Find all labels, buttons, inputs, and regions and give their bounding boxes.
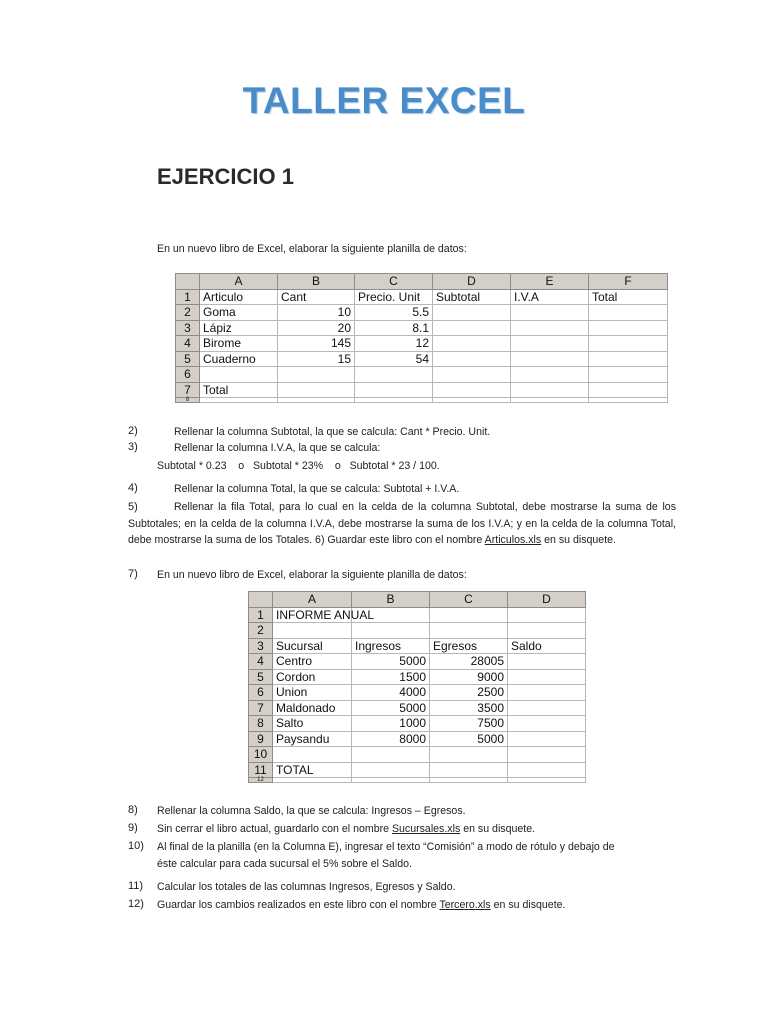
- row-header: 4: [176, 336, 200, 352]
- corner-cell: [176, 274, 200, 290]
- row-header: 3: [176, 320, 200, 336]
- step-number: 4): [128, 482, 138, 494]
- table-cell: [352, 623, 430, 639]
- step-number: 5): [128, 501, 138, 513]
- step-10-text-cont: éste calcular para cada sucursal el 5% sobre el Saldo.: [157, 858, 412, 870]
- table-cell: Goma: [200, 305, 278, 321]
- table-cell: [433, 367, 511, 383]
- table-row: [249, 700, 586, 716]
- table-cell: 9000: [430, 669, 508, 685]
- table-cell: [430, 762, 508, 778]
- table-cell: [589, 367, 668, 383]
- table-cell: 15: [278, 351, 355, 367]
- table-row: [249, 685, 586, 701]
- table-row: [249, 778, 586, 783]
- step-10-text: Al final de la planilla (en la Columna E), ingresar el texto “Comisión” a modo de rótulo y debajo de: [157, 841, 615, 853]
- step-number: 2): [128, 425, 138, 437]
- row-header: 9: [249, 731, 273, 747]
- table-cell: [355, 398, 433, 403]
- row-header: 10: [249, 747, 273, 763]
- table-cell: Cuaderno: [200, 351, 278, 367]
- step-12-text-start: Guardar los cambios realizados en este libro con el nombre: [157, 899, 440, 911]
- exercise-heading: EJERCICIO 1: [157, 164, 294, 189]
- table-cell: [508, 778, 586, 783]
- step-number: 10): [128, 840, 144, 852]
- row-header: 3: [249, 638, 273, 654]
- table-cell: [430, 778, 508, 783]
- spreadsheet-articulos: [175, 273, 668, 403]
- row-header: 4: [249, 654, 273, 670]
- table-cell: [508, 669, 586, 685]
- table-cell: [200, 398, 278, 403]
- table-cell: INFORME ANUAL: [273, 607, 352, 623]
- table-cell: Maldonado: [273, 700, 352, 716]
- step-5-text-end: en su disquete.: [541, 534, 616, 546]
- step-9-text: [157, 823, 535, 835]
- step-9-text-end: en su disquete.: [460, 823, 536, 835]
- table-cell: Sucursal: [273, 638, 352, 654]
- column-header: E: [511, 274, 589, 290]
- table-cell: [508, 685, 586, 701]
- spreadsheet-informe-anual: [248, 591, 586, 783]
- filename-link: Sucursales.xls: [391, 823, 461, 835]
- step-11-text: Calcular los totales de las columnas Ingresos, Egresos y Saldo.: [157, 881, 456, 893]
- table-cell: 12: [355, 336, 433, 352]
- row-header: 7: [249, 700, 273, 716]
- table-cell: [433, 351, 511, 367]
- step-5-paragraph: [128, 499, 676, 549]
- step-12-text-end: en su disquete.: [490, 899, 566, 911]
- table-cell: 3500: [430, 700, 508, 716]
- step-12-text: [157, 899, 565, 911]
- table-cell: [352, 747, 430, 763]
- filename-link: Tercero.xls: [439, 899, 491, 911]
- table-row: [249, 747, 586, 763]
- step-3-text: Rellenar la columna I.V.A, la que se calcula:: [174, 442, 381, 454]
- row-header: 6: [249, 685, 273, 701]
- table-cell: Cordon: [273, 669, 352, 685]
- step-7-text: En un nuevo libro de Excel, elaborar la siguiente planilla de datos:: [157, 569, 467, 581]
- table-cell: Articulo: [200, 289, 278, 305]
- step-number: 7): [128, 568, 138, 580]
- document-title: TALLER EXCEL: [242, 80, 526, 121]
- table-cell: [508, 762, 586, 778]
- column-header: C: [430, 592, 508, 608]
- table-cell: 10: [278, 305, 355, 321]
- table-cell: [589, 320, 668, 336]
- row-header: 11: [249, 762, 273, 778]
- table-cell: Precio. Unit: [355, 289, 433, 305]
- table-row: [176, 289, 668, 305]
- step-9-text-start: Sin cerrar el libro actual, guardarlo con el nombre: [157, 823, 392, 835]
- table-cell: Ingresos: [352, 638, 430, 654]
- table-cell: [508, 747, 586, 763]
- column-header: B: [278, 274, 355, 290]
- table-cell: [433, 382, 511, 398]
- table-cell: [430, 623, 508, 639]
- table-cell: [511, 398, 589, 403]
- table-cell: [508, 654, 586, 670]
- table-row: [249, 762, 586, 778]
- step-number: 9): [128, 822, 138, 834]
- table-cell: [511, 351, 589, 367]
- row-header: 2: [176, 305, 200, 321]
- table-cell: [430, 747, 508, 763]
- step-2-text: Rellenar la columna Subtotal, la que se calcula: Cant * Precio. Unit.: [174, 426, 491, 438]
- table-cell: 2500: [430, 685, 508, 701]
- row-header: 5: [249, 669, 273, 685]
- table-cell: 8000: [352, 731, 430, 747]
- column-header: B: [352, 592, 430, 608]
- table-cell: [355, 382, 433, 398]
- table-cell: 145: [278, 336, 355, 352]
- table-cell: [433, 320, 511, 336]
- table-cell: 8.1: [355, 320, 433, 336]
- table-cell: Salto: [273, 716, 352, 732]
- table-cell: [273, 747, 352, 763]
- table-row: [176, 367, 668, 383]
- table-cell: [278, 398, 355, 403]
- row-header: 8: [249, 716, 273, 732]
- table-row: [249, 731, 586, 747]
- intro-text: En un nuevo libro de Excel, elaborar la siguiente planilla de datos:: [157, 243, 467, 255]
- table-cell: [589, 305, 668, 321]
- table-cell: 1000: [352, 716, 430, 732]
- row-header: 8: [176, 398, 200, 403]
- table-cell: [508, 623, 586, 639]
- table-cell: 28005: [430, 654, 508, 670]
- table-cell: [355, 367, 433, 383]
- row-header: 1: [176, 289, 200, 305]
- table-cell: I.V.A: [511, 289, 589, 305]
- table-cell: [433, 336, 511, 352]
- table-cell: 5000: [430, 731, 508, 747]
- table-cell: [430, 607, 508, 623]
- column-header: D: [508, 592, 586, 608]
- table-row: [249, 669, 586, 685]
- table-cell: 20: [278, 320, 355, 336]
- table-cell: [508, 731, 586, 747]
- table-cell: [589, 382, 668, 398]
- table-cell: 5000: [352, 700, 430, 716]
- table-cell: [511, 382, 589, 398]
- table-cell: TOTAL: [273, 762, 352, 778]
- table-cell: [433, 305, 511, 321]
- row-header: 6: [176, 367, 200, 383]
- step-number: 12): [128, 898, 144, 910]
- table-cell: Saldo: [508, 638, 586, 654]
- step-3-formula: Subtotal * 0.23 o Subtotal * 23% o Subtotal * 23 / 100.: [157, 460, 440, 472]
- row-header: 2: [249, 623, 273, 639]
- table-cell: Egresos: [430, 638, 508, 654]
- table-cell: [589, 398, 668, 403]
- table-cell: Lápiz: [200, 320, 278, 336]
- table-cell: [511, 320, 589, 336]
- table-cell: [508, 607, 586, 623]
- table-row: [176, 382, 668, 398]
- table-row: [176, 351, 668, 367]
- table-cell: 7500: [430, 716, 508, 732]
- table-row: [249, 638, 586, 654]
- corner-cell: [249, 592, 273, 608]
- table-cell: 1500: [352, 669, 430, 685]
- table-cell: [511, 305, 589, 321]
- table-cell: [589, 351, 668, 367]
- table-row: [176, 305, 668, 321]
- table-cell: [273, 778, 352, 783]
- row-header: 7: [176, 382, 200, 398]
- table-cell: [508, 716, 586, 732]
- table-cell: Paysandu: [273, 731, 352, 747]
- table-cell: Centro: [273, 654, 352, 670]
- step-8-text: Rellenar la columna Saldo, la que se calcula: Ingresos – Egresos.: [157, 805, 466, 817]
- filename-link: Articulos.xls: [484, 534, 542, 546]
- table-cell: [511, 336, 589, 352]
- step-number: 11): [128, 880, 144, 892]
- table-cell: Cant: [278, 289, 355, 305]
- step-4-text: Rellenar la columna Total, la que se calcula: Subtotal + I.V.A.: [174, 483, 460, 495]
- row-header: 1: [249, 607, 273, 623]
- table-cell: [278, 382, 355, 398]
- step-5-text: Rellenar la fila Total, para lo cual en la celda de la columna Subtotal, debe mostrarse la suma de los Subtotales; en la celda de la columna I.V.A, debe mostrarse la suma de los I.V.A; y en la celda de la columna Total, debe mostrarse la suma de los Totales. 6) Guardar este libro con el nombre: [128, 501, 676, 546]
- table-cell: [273, 623, 352, 639]
- table-cell: [352, 778, 430, 783]
- table-cell: 5.5: [355, 305, 433, 321]
- row-header: 5: [176, 351, 200, 367]
- column-header: D: [433, 274, 511, 290]
- table-cell: Subtotal: [433, 289, 511, 305]
- table-cell: 4000: [352, 685, 430, 701]
- table-row: [249, 607, 586, 623]
- column-header: A: [200, 274, 278, 290]
- table-cell: Birome: [200, 336, 278, 352]
- table-row: [249, 716, 586, 732]
- step-number: 3): [128, 441, 138, 453]
- table-row: [176, 320, 668, 336]
- column-header: F: [589, 274, 668, 290]
- table-row: [176, 398, 668, 403]
- column-header: A: [273, 592, 352, 608]
- column-header: C: [355, 274, 433, 290]
- table-cell: [200, 367, 278, 383]
- table-row: [176, 336, 668, 352]
- table-cell: [508, 700, 586, 716]
- table-cell: [511, 367, 589, 383]
- table-cell: [352, 762, 430, 778]
- table-cell: Total: [589, 289, 668, 305]
- step-number: 8): [128, 804, 138, 816]
- table-cell: [278, 367, 355, 383]
- table-row: [249, 623, 586, 639]
- table-row: [249, 654, 586, 670]
- table-cell: [433, 398, 511, 403]
- row-header: 12: [249, 778, 273, 783]
- table-cell: 54: [355, 351, 433, 367]
- table-cell: 5000: [352, 654, 430, 670]
- table-cell: [589, 336, 668, 352]
- table-cell: Union: [273, 685, 352, 701]
- table-cell: Total: [200, 382, 278, 398]
